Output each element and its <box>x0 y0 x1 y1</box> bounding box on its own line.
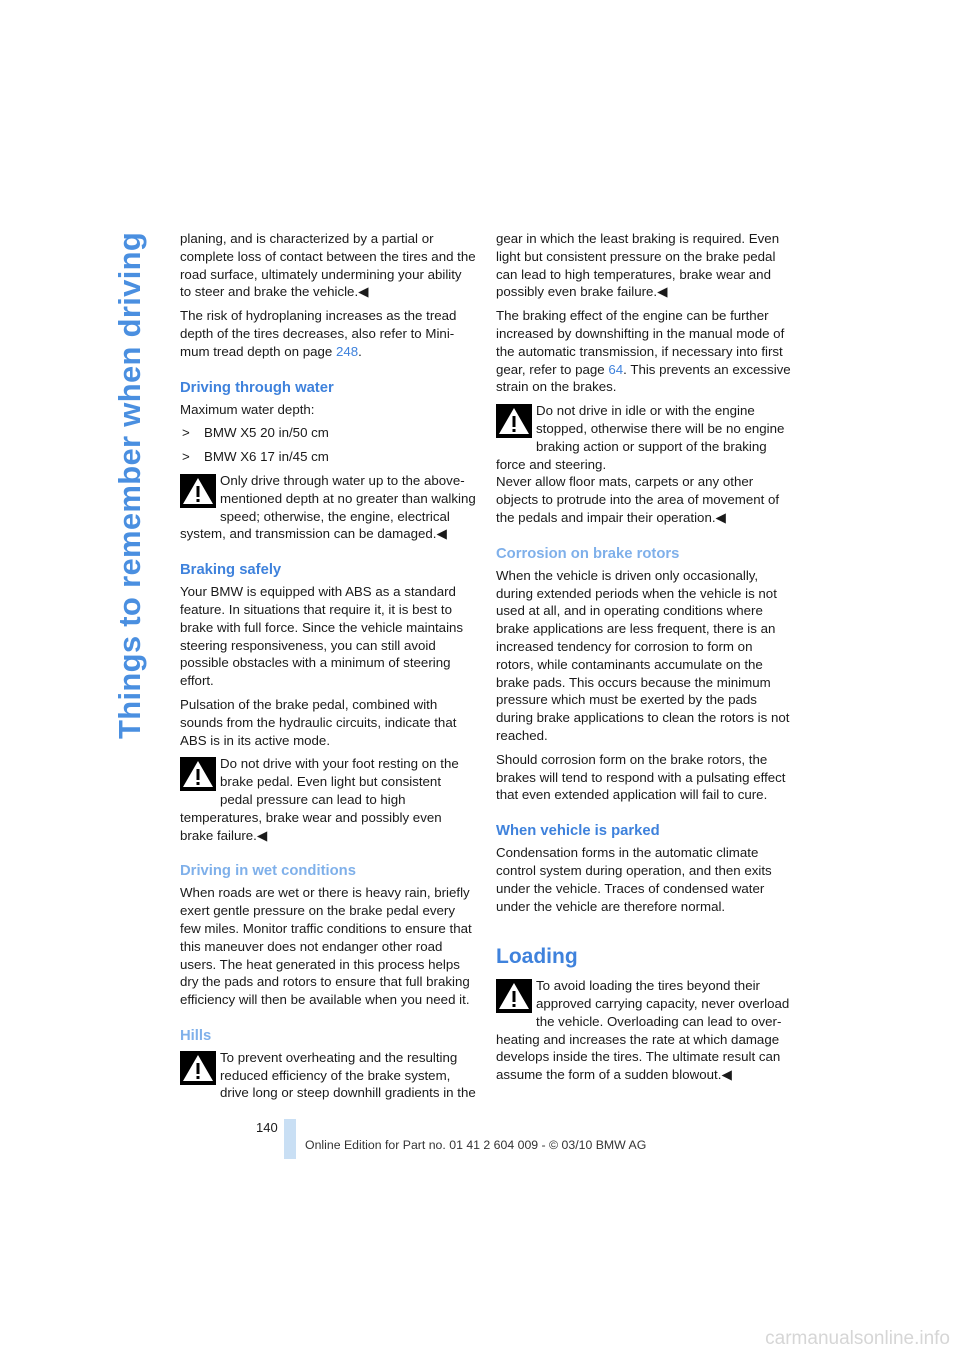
warning-hills <box>180 1049 476 1102</box>
warning-triangle-icon <box>496 404 532 438</box>
paragraph-text: . This prevents an excessive strain on the brakes. <box>496 361 791 395</box>
bullet-marker: > <box>182 425 190 441</box>
footer-edition-text: Online Edition for Part no. 01 41 2 604 009 - © 03/10 BMW AG <box>305 1138 647 1152</box>
end-mark: ◀ <box>657 284 668 300</box>
page-link-248[interactable]: 248 <box>335 343 359 359</box>
paragraph-text: . <box>358 343 362 359</box>
warning-water <box>180 472 476 543</box>
warning-triangle-icon <box>180 474 216 508</box>
end-mark: ◀ <box>256 827 268 843</box>
paragraph-corrosion-1: When the vehicle is driven only occasionally, during extended periods when the vehicle is not used at all, and in operating conditions where brake applications are less frequent, there is an increased tendency for corrosion to form on rotors, while contaminants accumulate on the brake pads. This occurs because the minimum pressure which must be exerted by the pads during brake applications to clean the rotors is not reached. <box>496 567 790 743</box>
heading-driving-through-water: Driving through water <box>180 379 334 396</box>
warning-text: Never allow floor mats, carpets or any other objects to protrude into the area of movement of the pedals and impair their operation. <box>496 474 780 525</box>
paragraph-wet: When roads are wet or there is heavy rain, briefly exert gentle pressure on the brake pedal every few miles. Monitor traffic conditions to ensure that this maneuver does not endanger other road users. The heat generated in this process helps dry the pads and rotors to ensure that full braking efficiency will then be available when you need it. <box>180 885 472 1008</box>
warning-text: Only drive through water up to the above-mentioned depth at no greater than walking speed; otherwise, the engine, electrical system, and transmission can be damaged. <box>180 472 476 542</box>
heading-loading: Loading <box>496 945 578 969</box>
heading-parked: When vehicle is parked <box>496 823 660 840</box>
paragraph-text: The braking effect of the engine can be further increased by downshifting in the manual mode of the automatic transmission, if necessary into first gear, refer to page <box>496 308 785 377</box>
warning-loading <box>496 977 792 1084</box>
paragraph-text: gear in which the least braking is required. Even light but consistent pressure on the brake pedal can lead to high temperatures, brake wear and possibly even brake failure. <box>496 231 780 300</box>
end-mark: ◀ <box>721 1067 732 1083</box>
bullet-marker: > <box>182 449 190 465</box>
paragraph-gear <box>496 230 792 301</box>
paragraph-tread-depth <box>180 307 476 360</box>
chapter-side-title: Things to remember when driving <box>112 232 147 740</box>
warning-triangle-icon <box>180 757 216 791</box>
warning-idle <box>496 402 792 527</box>
watermark: carmanualsonline.info <box>765 1328 950 1349</box>
warning-text: Do not drive with your foot resting on the brake pedal. Even light but consistent pedal pressure can lead to high temperatures, brake wear and possibly even brake failure. <box>180 756 459 843</box>
paragraph-pulsation: Pulsation of the brake pedal, combined with sounds from the hydraulic circuits, indicate that ABS is in its active mode. <box>180 696 457 748</box>
list-item <box>180 448 476 466</box>
heading-corrosion: Corrosion on brake rotors <box>496 545 680 562</box>
list-item-text: BMW X5 20 in/50 cm <box>204 425 329 441</box>
paragraph-engine-braking <box>496 307 792 396</box>
warning-text: To avoid loading the tires beyond their approved carrying capacity, never overload the vehicle. Overloading can lead to overheating and increases the rate at which damage develops inside the tires. The ultimate result can assume the form of a sudden blowout. <box>496 978 790 1083</box>
paragraph-parked: Condensation forms in the automatic climate control system during operation, and then exits under the vehicle. Traces of condensed water under the vehicle are therefore normal. <box>496 845 772 914</box>
page-link-64[interactable]: 64 <box>608 361 624 377</box>
paragraph-text: planing, and is characterized by a partial or complete loss of contact between the tires and the road surface, ultimately undermining your ability to steer and brake the vehicle. <box>180 231 476 300</box>
page-number: 140 <box>256 1120 278 1135</box>
warning-brake-pedal <box>180 755 476 844</box>
left-column <box>180 230 476 1108</box>
list-item-text: BMW X6 17 in/45 cm <box>204 449 329 465</box>
paragraph-hydroplaning <box>180 230 476 301</box>
paragraph-abs: Your BMW is equipped with ABS as a standard feature. In situations that require it, it is best to brake with full force. Since the vehicle maintains steering responsiveness, you can still avoid possible obstacles with a minimum of steering effort. <box>180 584 464 689</box>
right-column <box>496 230 792 1090</box>
end-mark: ◀ <box>436 526 447 542</box>
warning-triangle-icon <box>496 979 532 1013</box>
warning-text: To prevent overheating and the resulting reduced efficiency of the brake system, drive long or steep downhill gradients in the <box>220 1049 476 1101</box>
heading-hills: Hills <box>180 1027 212 1044</box>
warning-text: Do not drive in idle or with the engine stopped, otherwise there will be no engine braking action or support of the braking force and steering. <box>496 403 785 472</box>
warning-triangle-icon <box>180 1051 216 1085</box>
paragraph-corrosion-2: Should corrosion form on the brake rotors, the brakes will tend to respond with a pulsating effect that even extended application will fail to cure. <box>496 751 786 803</box>
water-intro: Maximum water depth: <box>180 401 315 417</box>
list-item <box>180 424 476 442</box>
paragraph-text: The risk of hydroplaning increases as the tread depth of the tires decreases, also refer to Minimum tread depth on page <box>180 308 457 359</box>
footer-accent-bar <box>284 1119 296 1159</box>
heading-wet-conditions: Driving in wet conditions <box>180 863 356 880</box>
heading-braking-safely: Braking safely <box>180 562 282 579</box>
end-mark: ◀ <box>358 284 369 300</box>
end-mark: ◀ <box>715 509 726 525</box>
